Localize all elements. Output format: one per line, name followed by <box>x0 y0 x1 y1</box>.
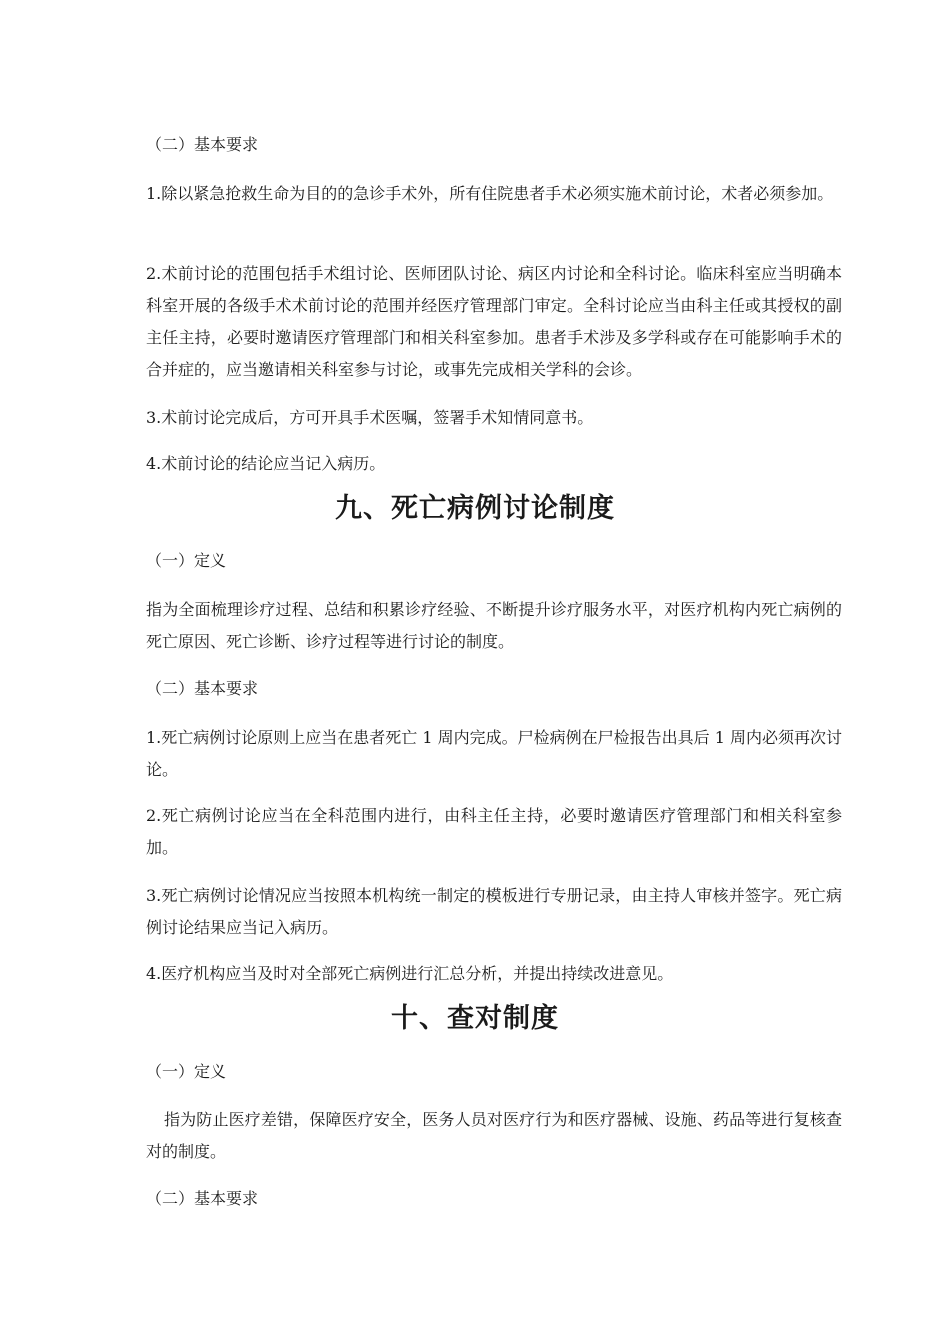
paragraph-requirement-2: 2.死亡病例讨论应当在全科范围内进行，由科主任主持，必要时邀请医疗管理部门和相关科室参加。 <box>146 806 842 857</box>
section-heading-verification-system: 十、查对制度 <box>391 1003 559 1034</box>
paragraph-requirement-4: 4.医疗机构应当及时对全部死亡病例进行汇总分析，并提出持续改进意见。 <box>146 964 674 983</box>
paragraph-requirement-1: 1.死亡病例讨论原则上应当在患者死亡 1 周内完成。尸检病例在尸检报告出具后 1 周内必须再次讨论。 <box>146 728 842 779</box>
subheading-basic-requirements: （二）基本要求 <box>146 1189 259 1208</box>
subheading-definition: （一）定义 <box>146 551 227 570</box>
paragraph-definition: 指为全面梳理诊疗过程、总结和积累诊疗经验、不断提升诊疗服务水平，对医疗机构内死亡病例的死亡原因、死亡诊断、诊疗过程等进行讨论的制度。 <box>146 600 842 651</box>
paragraph-requirement-3: 3.死亡病例讨论情况应当按照本机构统一制定的模板进行专册记录，由主持人审核并签字。死亡病例讨论结果应当记入病历。 <box>146 886 842 937</box>
paragraph-definition: 指为防止医疗差错，保障医疗安全，医务人员对医疗行为和医疗器械、设施、药品等进行复核查对的制度。 <box>146 1110 842 1161</box>
subheading-basic-requirements: （二）基本要求 <box>146 135 259 154</box>
paragraph-requirement-1: 1.除以紧急抢救生命为目的的急诊手术外，所有住院患者手术必须实施术前讨论，术者必须参加。 <box>146 184 834 203</box>
section-heading-death-case-discussion: 九、死亡病例讨论制度 <box>335 493 615 524</box>
paragraph-requirement-4: 4.术前讨论的结论应当记入病历。 <box>146 454 386 473</box>
paragraph-requirement-2: 2.术前讨论的范围包括手术组讨论、医师团队讨论、病区内讨论和全科讨论。临床科室应当明确本科室开展的各级手术术前讨论的范围并经医疗管理部门审定。全科讨论应当由科主任或其授权的副主任主持，必要时邀请医疗管理部门和相关科室参加。患者手术涉及多学科或存在可能影响手术的合并症的，应当邀请相关科室参与讨论，或事先完成相关学科的会诊。 <box>146 264 842 379</box>
paragraph-requirement-3: 3.术前讨论完成后，方可开具手术医嘱，签署手术知情同意书。 <box>146 408 594 427</box>
subheading-basic-requirements: （二）基本要求 <box>146 679 259 698</box>
subheading-definition: （一）定义 <box>146 1062 227 1081</box>
